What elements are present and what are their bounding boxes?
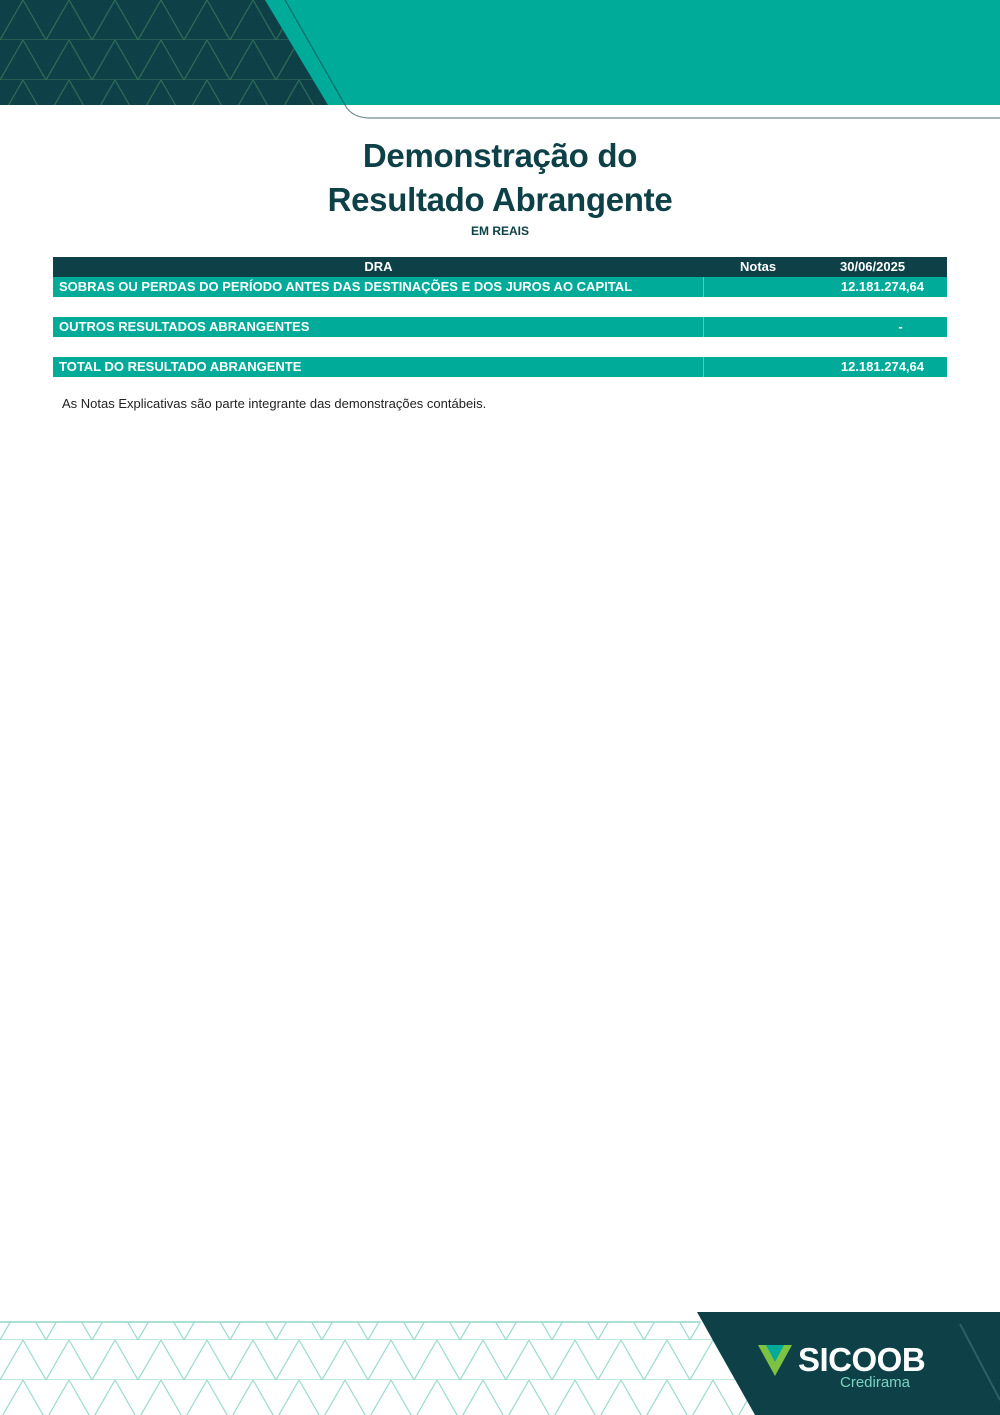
footnote: As Notas Explicativas são parte integrante das demonstrações contábeis. <box>62 396 487 411</box>
table-row <box>53 317 947 337</box>
row-value: - <box>898 319 903 334</box>
row-notes <box>703 277 814 297</box>
header-decorative-band <box>0 0 1000 125</box>
table-row <box>53 277 947 297</box>
table-row-total <box>53 357 947 377</box>
title-line-2: Resultado Abrangente <box>327 181 673 218</box>
row-value: 12.181.274,64 <box>840 359 924 374</box>
table-header-row <box>53 257 947 277</box>
dra-table <box>53 257 947 377</box>
logo-subtitle: Credirama <box>840 1374 911 1391</box>
header-notas: Notas <box>740 259 777 274</box>
row-label: OUTROS RESULTADOS ABRANGENTES <box>59 319 310 334</box>
sicoob-logo <box>756 1340 926 1400</box>
row-value: 12.181.274,64 <box>840 279 924 294</box>
row-label: SOBRAS OU PERDAS DO PERÍODO ANTES DAS DESTINAÇÕES E DOS JUROS AO CAPITAL <box>59 279 633 294</box>
title-line-1: Demonstração do <box>362 137 638 174</box>
currency-subtitle: EM REAIS <box>470 224 529 238</box>
sicoob-logo-icon <box>756 1342 794 1378</box>
header-date: 30/06/2025 <box>840 259 906 274</box>
row-notes <box>703 317 814 337</box>
row-label: TOTAL DO RESULTADO ABRANGENTE <box>59 359 302 374</box>
row-notes <box>703 357 814 377</box>
logo-wordmark: SICOOB <box>798 1341 926 1378</box>
header-dra: DRA <box>364 259 393 274</box>
page-title <box>0 134 1000 222</box>
